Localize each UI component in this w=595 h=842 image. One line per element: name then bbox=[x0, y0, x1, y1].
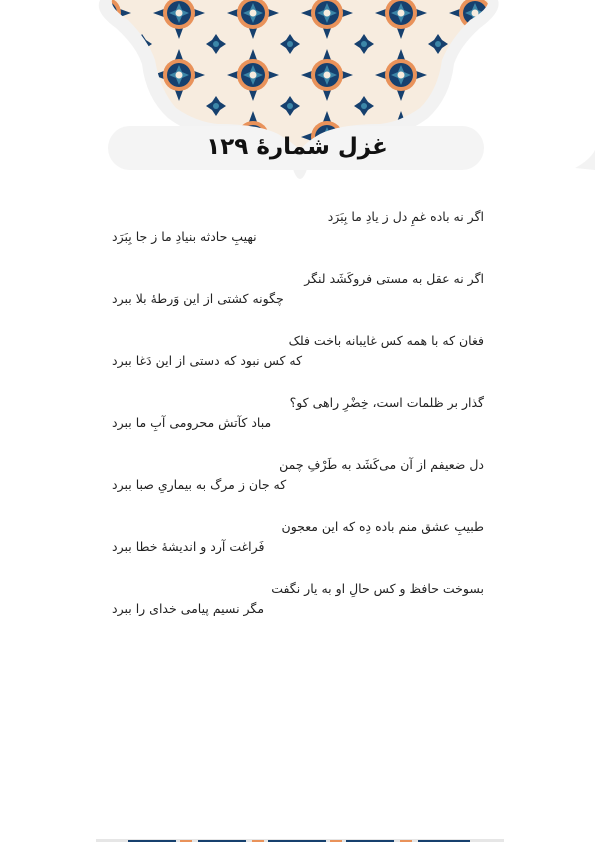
couplet bbox=[112, 579, 484, 641]
hemistich-first: اگر نه عقل به مستی فروکَشَد لنگر bbox=[304, 271, 484, 286]
couplet bbox=[112, 393, 484, 455]
hemistich-first: اگر نه باده غمِ دل ز یادِ ما بِبَرَد bbox=[327, 209, 484, 224]
poem-body bbox=[112, 207, 484, 641]
hemistich-second: مگر نسیم پیامی خدای را ببرد bbox=[112, 601, 265, 616]
hemistich-first: گذار بر ظلمات است، خِضْرِ راهی کو؟ bbox=[289, 395, 484, 410]
hemistich-second: نهیبِ حادثه بنیادِ ما ز جا بِبَرَد bbox=[112, 229, 257, 244]
couplet bbox=[112, 517, 484, 579]
hemistich-first: طبیبِ عشق منم باده دِه که این معجون bbox=[281, 519, 484, 534]
footer-ornament bbox=[0, 832, 595, 842]
poem-title: غزل شمارهٔ ۱۲۹ bbox=[206, 134, 388, 160]
couplet bbox=[112, 207, 484, 269]
hemistich-second: فَراغت آرد و اندیشهٔ خطا ببرد bbox=[112, 539, 265, 554]
couplet bbox=[112, 269, 484, 331]
hemistich-second: که جان ز مرگ به بیماریِ صبا ببرد bbox=[112, 477, 287, 492]
hemistich-first: بسوخت حافظ و کس حالِ او به یار نگفت bbox=[271, 581, 484, 596]
hemistich-second: چگونه کشتی از این وَرطهٔ بلا ببرد bbox=[112, 291, 284, 306]
hemistich-first: فغان که با همه کس غایبانه باخت فلک bbox=[288, 333, 484, 348]
hemistich-second: مباد کآتش محرومی آبِ ما ببرد bbox=[112, 415, 272, 430]
couplet bbox=[112, 455, 484, 517]
header-ornament bbox=[0, 0, 595, 200]
hemistich-first: دل ضعیفم از آن می‌کَشَد به طَرْفِ چمن bbox=[279, 457, 484, 472]
hemistich-second: که کس نبود که دستی از این دَغا ببرد bbox=[112, 353, 303, 368]
couplet bbox=[112, 331, 484, 393]
